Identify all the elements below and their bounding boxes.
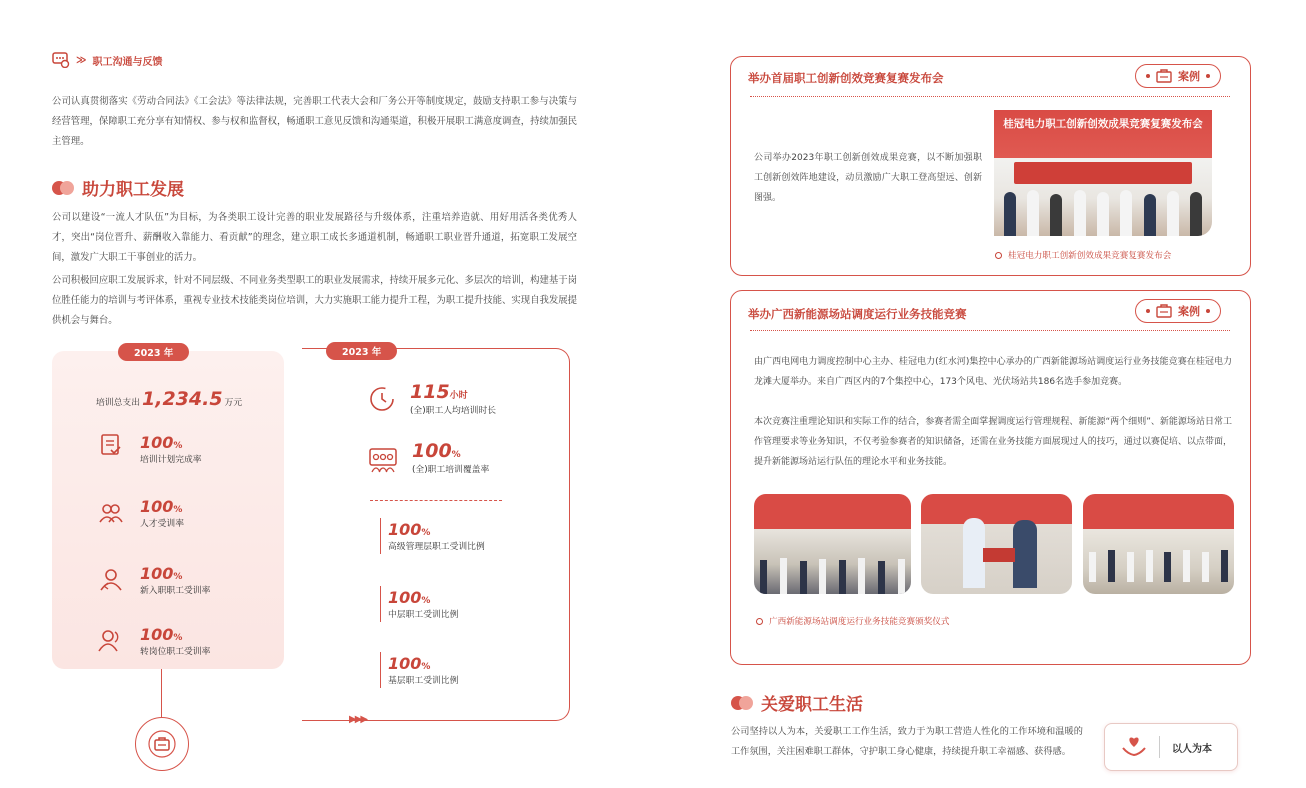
case2-caption: [756, 615, 949, 627]
case-text: 公司举办2023年职工创新创效成果竞赛，以不断加强职工创新创效阵地建设，动员激励广大职工登高望远、创新图强。: [754, 153, 982, 203]
section-dots-icon: [52, 181, 74, 195]
chevron-double-icon: ≫: [76, 54, 87, 66]
section-title-care: [731, 690, 863, 715]
folder-icon: [1156, 304, 1172, 318]
stat-value: 115: [410, 381, 450, 403]
stat-unit: %: [173, 572, 183, 582]
stat-row: [98, 432, 124, 462]
stat-label: 中层职工受训比例: [388, 610, 459, 620]
stat-row: [98, 628, 124, 658]
stat-senior: [388, 520, 485, 552]
award-photo-2: [921, 494, 1072, 594]
card-badge: [135, 717, 189, 771]
stat-new-hire: [140, 564, 210, 596]
paragraph-training: 公司积极回应职工发展诉求，针对不同层级、不同业务类型职工的职业发展需求，持续开展多元化、多层次的培训，构建基于岗位胜任能力的培训与考评体系，重视专业技术技能类岗位培训，大力实施职工能力提升工程，为职工提升技能、实现自我发展提供机会与舞台。: [52, 275, 578, 326]
stat-middle: [388, 588, 458, 620]
heart-hands-icon: [1121, 735, 1147, 759]
stat-base: [388, 654, 458, 686]
stat-unit: 小时: [449, 391, 468, 401]
arrow-right-icon: ▶▶▶: [349, 714, 367, 725]
case1-caption: [995, 249, 1171, 261]
case-tag-label: 案例: [1178, 70, 1200, 83]
connector-line: [161, 669, 162, 719]
stat-label: 培训计划完成率: [140, 455, 202, 465]
stat-row: [368, 446, 398, 478]
stat-unit: %: [451, 450, 461, 460]
badge-divider: [1159, 736, 1160, 758]
comm-feedback-heading: [52, 52, 162, 68]
stat-label: 高级管理层职工受训比例: [388, 542, 485, 552]
paragraph-talent: 公司以建设“一流人才队伍”为目标，为各类职工设计完善的职业发展路径与升级体系，注重培养造就、用好用活各类优秀人才，突出“岗位晋升、薪酬收入靠能力、看贡献”的理念，建立职工成长多通道机制，畅通职工职业晋升通道，拓宽职工发展空间，激发广大职工干事创业的活力。: [52, 212, 577, 263]
folder-icon: [1156, 69, 1172, 83]
people-first-badge: [1104, 723, 1238, 771]
case-title: 举办首届职工创新创效竞赛复赛发布会: [748, 71, 944, 85]
stat-talent: [140, 497, 184, 529]
stat-label: 基层职工受训比例: [388, 676, 459, 686]
document-icon: [98, 432, 124, 458]
divider: [370, 500, 502, 501]
caption-text: 广西新能源场站调度运行业务技能竞赛颁奖仪式: [769, 617, 950, 627]
stat-unit: %: [173, 441, 183, 451]
badge-label: 以人为本: [1172, 743, 1212, 755]
paragraph-care: 公司坚持以人为本，关爱职工工作生活，致力于为职工营造人性化的工作环境和温暖的工作氛围，关注困难职工群体，守护职工身心健康，持续提升职工幸福感、获得感。: [731, 726, 1083, 757]
stat-transfer: [140, 625, 210, 657]
case-box-skills: [730, 290, 1251, 665]
stat-coverage: [412, 440, 489, 475]
stat-value: 100: [388, 654, 422, 673]
stat-label: (全)职工人均培训时长: [410, 406, 497, 416]
stat-value: 100: [412, 440, 452, 462]
stat-label: (全)职工培训覆盖率: [412, 465, 490, 475]
stat-unit: %: [173, 633, 183, 643]
stat-value: 100: [388, 588, 422, 607]
stat-row: [98, 567, 124, 597]
caption-text: 桂冠电力职工创新创效成果竞赛复赛发布会: [1008, 251, 1172, 261]
paragraph-democracy: 公司认真贯彻落实《劳动合同法》《工会法》等法律法规，完善职工代表大会和厂务公开等制度规定，鼓励支持职工参与决策与经营管理，保障职工充分享有知情权、参与权和监督权，畅通职工意见反馈和沟通渠道，积极开展职工满意度调查，持续加强民主管理。: [52, 96, 578, 147]
case-tag: [1135, 64, 1221, 88]
stat-unit: %: [421, 528, 431, 538]
stat-row: [98, 500, 124, 530]
dotted-divider: [750, 330, 1230, 331]
stat-label: 新入职职工受训率: [140, 586, 211, 596]
stat-training-plan: [140, 433, 202, 465]
stat-unit: %: [173, 505, 183, 515]
stat-value: 100: [140, 564, 174, 583]
section-title-text: 助力职工发展: [82, 180, 184, 200]
stat-row: [368, 385, 396, 417]
award-photo-1: [754, 494, 911, 594]
group-icon: [368, 446, 398, 474]
stat-value: 100: [140, 433, 174, 452]
stat-label: 转岗位职工受训率: [140, 647, 211, 657]
stat-value: 100: [388, 520, 422, 539]
stat-value: 100: [140, 497, 174, 516]
caption-bullet-icon: [756, 618, 763, 625]
year-pill: 2023 年: [118, 343, 189, 361]
case-title: 举办广西新能源场站调度运行业务技能竞赛: [748, 307, 967, 321]
briefcase-icon: [147, 729, 177, 759]
people-icon: [98, 500, 124, 526]
stat-label: 人才受训率: [140, 519, 184, 529]
stat-unit: %: [421, 596, 431, 606]
photo-banner-text: 桂冠电力职工创新创效成果竞赛复赛发布会: [1003, 118, 1203, 130]
section-title-development: [52, 175, 184, 200]
level-bar: [380, 586, 381, 622]
section-dots-icon: [731, 696, 753, 710]
spend-label: 培训总支出: [96, 398, 140, 408]
transfer-icon: [98, 628, 124, 654]
stat-unit: %: [421, 662, 431, 672]
level-bar: [380, 652, 381, 688]
case-text: 本次竞赛注重理论知识和实际工作的结合，参赛者需全面掌握调度运行管理规程、新能源“两个细则”、新能源场站日常工作管理要求等业务知识，不仅考验参赛者的知识储备，还需在业务技能方面展现过人的技巧，通过以赛促培、以点带面，提升新能源场站运行队伍的理论水平和业务技能。: [754, 417, 1232, 467]
dotted-divider: [750, 96, 1230, 97]
training-spend: [96, 388, 242, 410]
innovation-photo: [994, 110, 1212, 236]
case-text: 由广西电网电力调度控制中心主办、桂冠电力(红水河)集控中心承办的广西新能源场站调度运行业务技能竞赛在桂冠电力龙滩大厦举办。来自广西区内的7个集控中心，173个风电、光伏场站共186名选手参加竞赛。: [754, 357, 1232, 387]
chat-icon: [52, 52, 70, 68]
stat-value: 100: [140, 625, 174, 644]
section-title-text: 关爱职工生活: [761, 695, 863, 715]
spend-unit: 万元: [224, 398, 243, 408]
stat-hours: [410, 381, 496, 416]
caption-bullet-icon: [995, 252, 1002, 259]
new-hire-icon: [98, 567, 124, 593]
photo-stage-banner: [1014, 162, 1192, 184]
case-tag-label: 案例: [1178, 305, 1200, 318]
case-tag: [1135, 299, 1221, 323]
level-bar: [380, 518, 381, 554]
small-heading-text: 职工沟通与反馈: [92, 56, 163, 68]
spend-value: 1,234.5: [142, 388, 223, 410]
clock-icon: [368, 385, 396, 413]
award-photo-3: [1083, 494, 1234, 594]
year-pill: 2023 年: [326, 342, 397, 360]
photo-people: [994, 182, 1212, 236]
